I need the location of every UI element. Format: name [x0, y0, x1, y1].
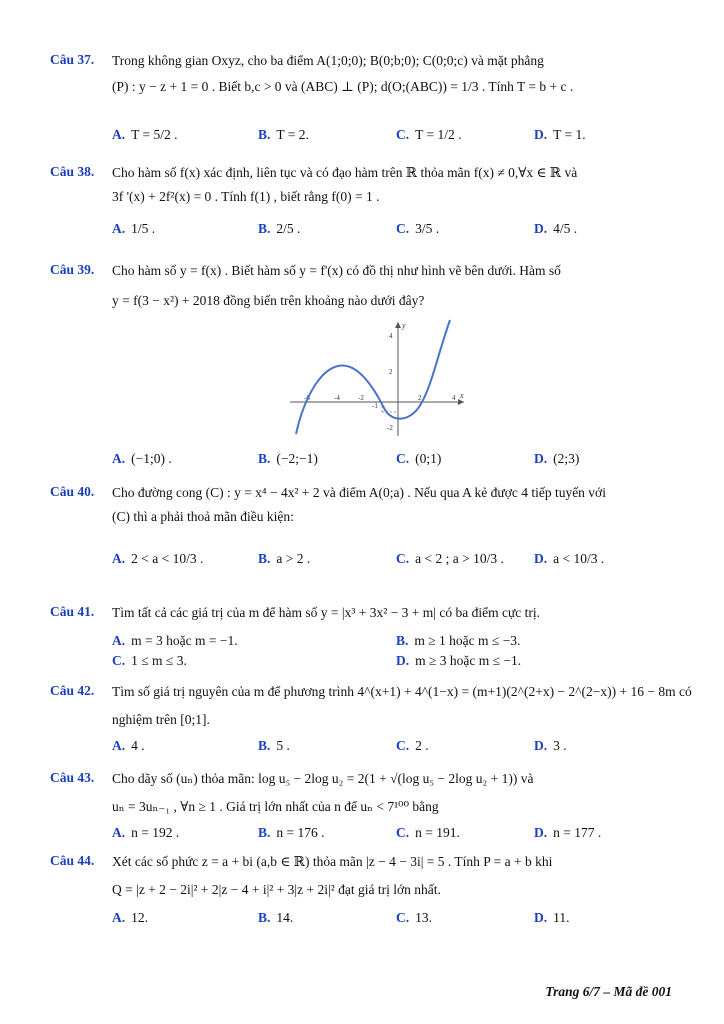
option-a[interactable]: A. 4 .: [112, 738, 145, 753]
option-b[interactable]: B. T = 2.: [258, 127, 309, 142]
option-b[interactable]: B. (−2;−1): [258, 451, 318, 466]
question-label: Câu 40.: [50, 484, 95, 499]
derivative-graph: [286, 318, 468, 438]
question-label: Câu 37.: [50, 52, 95, 67]
question-line: nghiệm trên [0;1].: [112, 712, 210, 727]
question-text: [112, 683, 692, 729]
question-line: Cho dãy số (uₙ) thỏa mãn: log u₅ − 2log u₂ = 2(1 + √(log u₅ − 2log u₂ + 1)) và: [112, 771, 534, 786]
x-tick-label: 4: [452, 394, 456, 402]
question-line: (P) : y − z + 1 = 0 . Biết b,c > 0 và (ABC) ⊥ (P); d(O;(ABC)) = 1/3 . Tính T = b + c .: [112, 79, 574, 94]
option-d[interactable]: D. 4/5 .: [534, 221, 578, 236]
question-label: Câu 44.: [50, 853, 95, 868]
x-tick-label: -2: [358, 394, 364, 402]
y-tick-label: -2: [387, 424, 393, 432]
question-text: [112, 484, 672, 526]
option-d[interactable]: D. a < 10/3 .: [534, 551, 605, 566]
option-d[interactable]: D. n = 177 .: [534, 825, 602, 840]
question-line: uₙ = 3uₙ₋₁ , ∀n ≥ 1 . Giá trị lớn nhất của n để uₙ < 7¹⁰⁰ bằng: [112, 799, 439, 814]
x-tick-label: 2: [418, 394, 422, 402]
option-b[interactable]: B. 2/5 .: [258, 221, 301, 236]
option-b[interactable]: B. a > 2 .: [258, 551, 311, 566]
option-b[interactable]: B. n = 176 .: [258, 825, 325, 840]
option-c[interactable]: C. a < 2 ; a > 10/3 .: [396, 551, 504, 566]
option-a[interactable]: A. 1/5 .: [112, 221, 156, 236]
option-c[interactable]: C. 1 ≤ m ≤ 3.: [112, 653, 187, 668]
question-label: Câu 43.: [50, 770, 95, 785]
option-a[interactable]: A. m = 3 hoặc m = −1.: [112, 633, 238, 648]
question-label: Câu 38.: [50, 164, 95, 179]
option-d[interactable]: D. m ≥ 3 hoặc m ≤ −1.: [396, 653, 522, 668]
derivative-curve: [296, 320, 450, 434]
option-d[interactable]: D. 3 .: [534, 738, 567, 753]
question-line: Cho hàm số y = f(x) . Biết hàm số y = f'(x) có đồ thị như hình vẽ bên dưới. Hàm số: [112, 263, 561, 278]
question-line: (C) thì a phải thoả mãn điều kiện:: [112, 509, 294, 524]
question-line: 3f '(x) + 2f²(x) = 0 . Tính f(1) , biết rằng f(0) = 1 .: [112, 189, 380, 204]
x-axis-label: x: [460, 391, 464, 400]
y-axis-label: y: [402, 321, 406, 330]
option-a[interactable]: A. (−1;0) .: [112, 451, 172, 466]
option-c[interactable]: C. 13.: [396, 910, 432, 925]
question-text: [112, 853, 672, 899]
question-label: Câu 41.: [50, 604, 95, 619]
question-text: [112, 604, 672, 622]
question-label: Câu 42.: [50, 683, 95, 698]
option-c[interactable]: C. T = 1/2 .: [396, 127, 462, 142]
option-c[interactable]: C. (0;1): [396, 451, 442, 466]
option-d[interactable]: D. T = 1.: [534, 127, 586, 142]
question-line: Xét các số phức z = a + bi (a,b ∈ ℝ) thỏa mãn |z − 4 − 3i| = 5 . Tính P = a + b khi: [112, 854, 553, 869]
y-axis-arrow: [395, 322, 401, 328]
option-c[interactable]: C. 2 .: [396, 738, 429, 753]
option-d[interactable]: D. (2;3): [534, 451, 580, 466]
x-tick-label: -6: [304, 394, 310, 402]
x-tick-label: -4: [334, 394, 340, 402]
y-tick-label: 4: [389, 332, 393, 340]
question-text: [112, 262, 672, 310]
question-line: Cho đường cong (C) : y = x⁴ − 4x² + 2 và điểm A(0;a) . Nếu qua A kẻ được 4 tiếp tuyến với: [112, 485, 606, 500]
option-a[interactable]: A. 2 < a < 10/3 .: [112, 551, 204, 566]
x-tick-label: -1: [372, 402, 378, 410]
question-line: Tìm số giá trị nguyên của m để phương trình 4^(x+1) + 4^(1−x) = (m+1)(2^(2+x) − 2^(2−x)) + 16 − 8m có: [112, 684, 692, 699]
question-line: Tìm tất cả các giá trị của m để hàm số y = |x³ + 3x² − 3 + m| có ba điểm cực trị.: [112, 605, 541, 620]
question-text: [112, 52, 672, 96]
option-d[interactable]: D. 11.: [534, 910, 570, 925]
question-line: Q = |z + 2 − 2i|² + 2|z − 4 + i|² + 3|z + 2i|² đạt giá trị lớn nhất.: [112, 882, 441, 897]
question-text: [112, 770, 672, 816]
page-footer: Trang 6/7 – Mã đề 001: [545, 984, 672, 999]
question-line: y = f(3 − x²) + 2018 đồng biến trên khoảng nào dưới đây?: [112, 293, 425, 308]
question-line: Trong không gian Oxyz, cho ba điểm A(1;0;0); B(0;b;0); C(0;0;c) và mặt phẳng: [112, 53, 544, 68]
option-b[interactable]: B. 5 .: [258, 738, 290, 753]
question-label: Câu 39.: [50, 262, 95, 277]
option-a[interactable]: A. T = 5/2 .: [112, 127, 178, 142]
option-c[interactable]: C. n = 191.: [396, 825, 460, 840]
option-a[interactable]: A. n = 192 .: [112, 825, 180, 840]
option-a[interactable]: A. 12.: [112, 910, 148, 925]
question-line: Cho hàm số f(x) xác định, liên tục và có đạo hàm trên ℝ thỏa mãn f(x) ≠ 0,∀x ∈ ℝ và: [112, 165, 578, 180]
y-tick-label: 2: [389, 368, 393, 376]
question-text: [112, 164, 672, 206]
option-b[interactable]: B. m ≥ 1 hoặc m ≤ −3.: [396, 633, 521, 648]
option-b[interactable]: B. 14.: [258, 910, 294, 925]
option-c[interactable]: C. 3/5 .: [396, 221, 440, 236]
